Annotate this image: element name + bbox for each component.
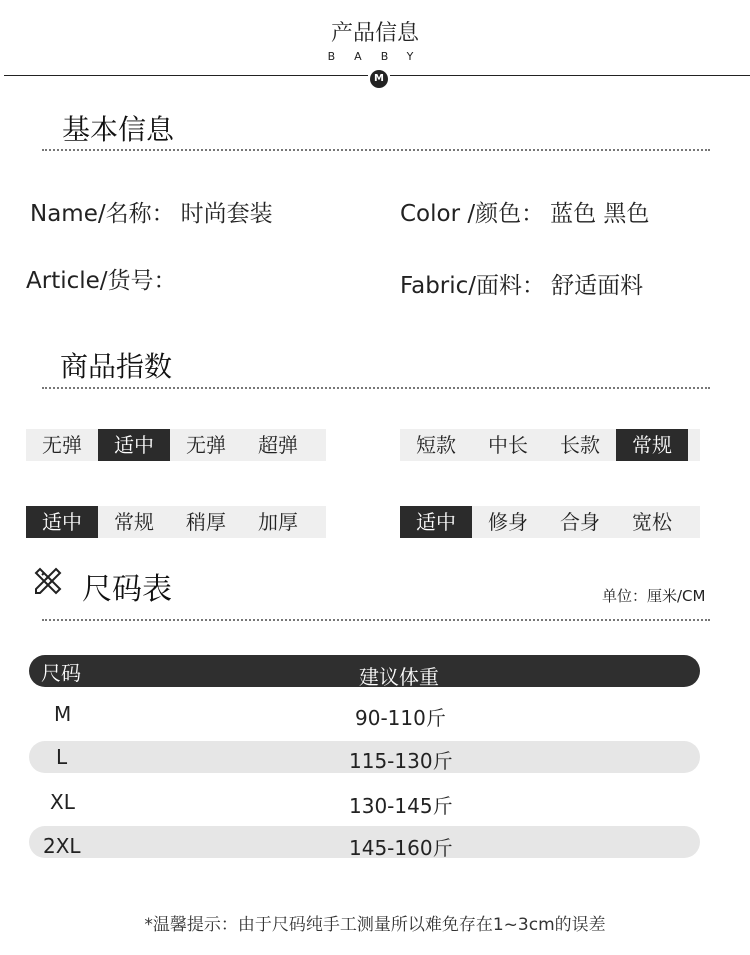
table-header bbox=[29, 655, 700, 687]
section-title-index: 商品指数 bbox=[60, 350, 173, 383]
index-option: 合身 bbox=[560, 510, 600, 534]
info-article bbox=[26, 262, 183, 295]
info-name bbox=[30, 195, 273, 228]
index-option: 短款 bbox=[416, 433, 456, 457]
table-row bbox=[29, 786, 700, 818]
index-option: 稍厚 bbox=[186, 510, 226, 534]
info-article-label: Article/货号： bbox=[26, 268, 177, 294]
info-fabric-value: 舒适面料 bbox=[551, 273, 644, 299]
row-size: M bbox=[54, 702, 72, 726]
section-divider bbox=[42, 619, 710, 621]
index-row bbox=[26, 506, 326, 538]
info-name-label: Name/名称： bbox=[30, 201, 175, 227]
unit-label: 单位：厘米/CM bbox=[602, 587, 706, 605]
table-row bbox=[29, 698, 700, 730]
index-option: 常规 bbox=[616, 429, 688, 461]
info-color-label: Color /颜色： bbox=[400, 201, 545, 227]
index-option: 超弹 bbox=[258, 433, 298, 457]
index-option: 适中 bbox=[98, 429, 170, 461]
row-weight: 145-160斤 bbox=[349, 836, 453, 860]
table-row bbox=[29, 741, 700, 773]
table-row bbox=[29, 826, 700, 858]
info-color bbox=[400, 195, 649, 228]
row-weight: 115-130斤 bbox=[349, 749, 453, 773]
index-row bbox=[26, 429, 326, 461]
footnote: *温馨提示：由于尺码纯手工测量所以难免存在1~3cm的误差 bbox=[144, 915, 606, 935]
section-title-basic: 基本信息 bbox=[62, 113, 175, 146]
row-size: XL bbox=[50, 790, 75, 814]
index-option: 无弹 bbox=[186, 433, 226, 457]
section-divider bbox=[42, 149, 710, 151]
index-option: 修身 bbox=[488, 510, 528, 534]
index-row bbox=[400, 429, 700, 461]
page-title: 产品信息 bbox=[330, 21, 419, 46]
row-weight: 130-145斤 bbox=[349, 794, 453, 818]
section-title-size: 尺码表 bbox=[82, 572, 172, 607]
index-option: 长款 bbox=[560, 433, 600, 457]
row-size: 2XL bbox=[43, 834, 81, 858]
badge-logo: M bbox=[370, 70, 388, 88]
header-size: 尺码 bbox=[41, 661, 81, 685]
index-option: 宽松 bbox=[632, 510, 672, 534]
row-weight: 90-110斤 bbox=[355, 706, 446, 730]
section-divider bbox=[42, 387, 710, 389]
index-option: 适中 bbox=[400, 506, 472, 538]
index-option: 中长 bbox=[488, 433, 528, 457]
index-option: 常规 bbox=[114, 510, 154, 534]
row-size: L bbox=[56, 745, 68, 769]
index-option: 适中 bbox=[26, 506, 98, 538]
info-color-value: 蓝色 黑色 bbox=[550, 201, 650, 227]
info-fabric-label: Fabric/面料： bbox=[400, 273, 546, 299]
header-weight: 建议体重 bbox=[359, 665, 439, 689]
index-row bbox=[400, 506, 700, 538]
index-option: 无弹 bbox=[42, 433, 82, 457]
pencil-ruler-icon bbox=[32, 565, 64, 597]
page-subtitle: BABY bbox=[327, 50, 433, 63]
info-fabric bbox=[400, 267, 643, 300]
info-name-value: 时尚套装 bbox=[180, 201, 273, 227]
index-option: 加厚 bbox=[258, 510, 298, 534]
